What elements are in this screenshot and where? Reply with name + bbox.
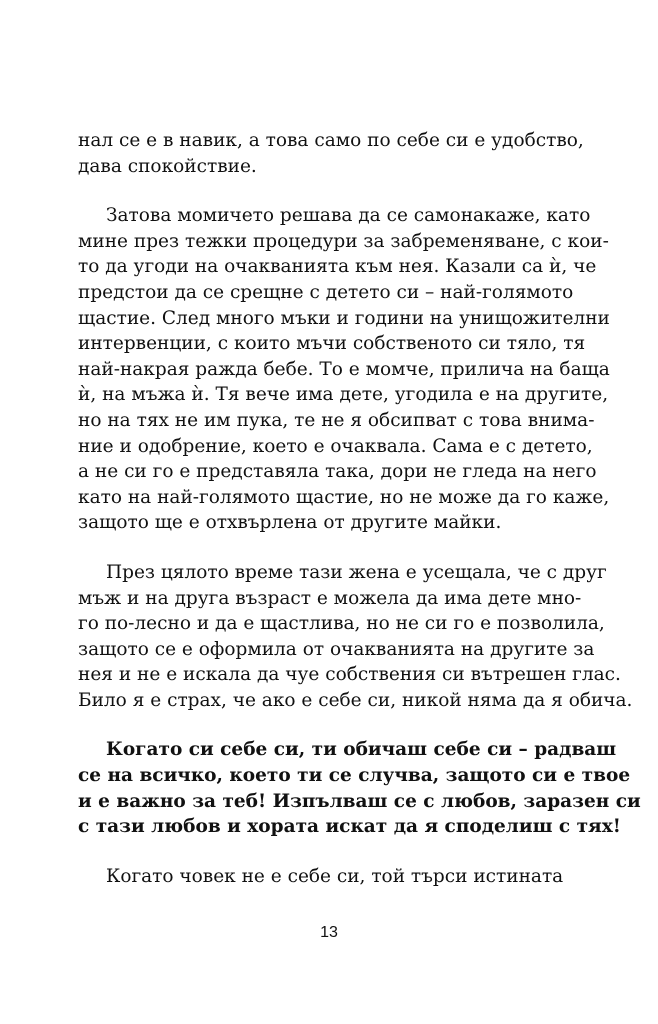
bold-paragraph	[78, 737, 641, 839]
text-line: интервенции, с които мъчи собственото си тяло, тя	[78, 333, 586, 355]
text-line: нея и не е искала да чуе собствения си вътрешен глас.	[78, 664, 621, 686]
text-line: защото се е оформила от очакванията на другите за	[78, 638, 595, 660]
paragraph	[78, 560, 633, 714]
page-body	[78, 128, 641, 913]
text-line: Когато човек не е себе си, той търси истината	[106, 865, 564, 887]
text-line: и е важно за теб! Изпълваш се с любов, заразен си	[78, 790, 641, 812]
text-line: то да угоди на очакванията към нея. Казали са ѝ, че	[78, 256, 597, 278]
text-line: като на най-голямото щастие, но не може да го каже,	[78, 486, 610, 508]
paragraph	[78, 203, 610, 536]
text-line: щастие. След много мъки и години на унищожителни	[78, 307, 610, 329]
text-line: мине през тежки процедури за забременяване, с кои-	[78, 230, 609, 252]
text-line: дава спокойствие.	[78, 155, 257, 177]
text-line: го по-лесно и да е щастлива, но не си го е позволила,	[78, 613, 605, 635]
text-line: Затова момичето решава да се самонакаже, като	[106, 205, 591, 227]
text-line: ѝ, на мъжа ѝ. Тя вече има дете, угодила е на другите,	[78, 384, 609, 406]
text-line: През цялото време тази жена е усещала, че с друг	[106, 561, 607, 583]
text-line: а не си го е представяла така, дори не гледа на него	[78, 461, 597, 483]
text-line: но на тях не им пука, те не я обсипват с това внима-	[78, 409, 595, 431]
paragraph	[78, 864, 564, 890]
text-line: защото ще е отхвърлена от другите майки.	[78, 512, 502, 534]
text-line: се на всичко, което ти се случва, защото си е твое	[78, 765, 631, 787]
text-line: с тази любов и хората искат да я споделиш с тях!	[78, 816, 621, 838]
text-line: Когато си себе си, ти обичаш себе си – радваш	[106, 739, 617, 761]
text-line: мъж и на друга възраст е можела да има дете мно-	[78, 587, 582, 609]
text-line: предстои да се срещне с детето си – най-голямото	[78, 281, 574, 303]
paragraph	[78, 128, 584, 179]
text-line: ние и одобрение, което е очаквала. Сама е с детето,	[78, 435, 593, 457]
text-line: Било я е страх, че ако е себе си, никой няма да я обича.	[78, 689, 633, 711]
text-line: нал се е в навик, а това само по себе си е удобство,	[78, 130, 584, 151]
page-number: 13	[320, 924, 338, 941]
text-line: най-накрая ражда бебе. То е момче, прилича на баща	[78, 358, 610, 380]
